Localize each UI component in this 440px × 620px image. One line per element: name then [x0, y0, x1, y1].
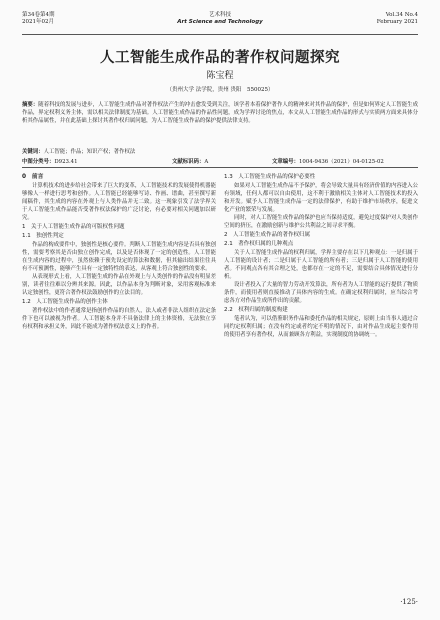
paper-title: 人工智能生成作品的著作权问题探究: [100, 50, 340, 66]
doc-value: A: [204, 159, 209, 165]
author-affiliation: （贵州大学 法学院，贵州 贵阳 550025）: [166, 87, 274, 93]
body-column-left: [22, 172, 216, 331]
page-number: ·125·: [400, 598, 418, 606]
body-paragraph: 从表现形式上看，人工智能生成的作品在外观上与人类创作的作品没有明显差别，读者往往难以分辨其来源。因此，以作品本身为判断对象，采用客观标准来认定独创性，更符合著作权法鼓励创作的立法目的。: [22, 274, 216, 296]
section-heading: 2.2 权利归属的制度构建: [224, 307, 288, 313]
body-paragraph: 计算机技术的进步给社会带来了巨大的变革，人工智能技术的发展使得机器能够像人一样进行思考和创作。人工智能已经能够写诗、作画、谱曲，甚至撰写新闻稿件，其生成的内容在外观上与人类作品并无二致。这一现象引发了法学界关于人工智能生成作品能否受著作权法保护的广泛讨论，有必要对相关问题加以研究。: [22, 183, 216, 221]
body-paragraph: 如果对人工智能生成作品不予保护，将会导致大量具有经济价值的内容进入公有领域，任何人都可以自由使用，这不利于激励相关主体对人工智能技术的投入和开发。赋予人工智能生成作品一定的法律保护，有助于维护市场秩序，促进文化产业的繁荣与发展。: [224, 183, 418, 213]
month-cn: 2021年02月: [22, 19, 54, 25]
doc-label: 文献标识码：: [172, 159, 205, 165]
body-paragraph: 设计者投入了大量的智力劳动开发算法，所有者为人工智能的运行提供了物质条件，而使用者则直接推动了具体内容的生成。在确定权利归属时，应当综合考虑各方对作品生成所作出的贡献。: [224, 282, 418, 304]
header-right: [377, 12, 418, 26]
article-id: [272, 157, 384, 165]
section-heading: 1.3 人工智能生成作品的保护必要性: [224, 174, 316, 180]
keywords-text: 人工智能；作品；知识产权；著作权法: [43, 149, 136, 155]
section-heading: 1 关于人工智能生成作品的可版权性问题: [22, 224, 125, 230]
section-heading: 2.1 著作权归属的几种观点: [224, 241, 294, 247]
id-value: 1004-9436（2021）04-0125-02: [298, 159, 384, 165]
month-en: February 2021: [376, 19, 418, 25]
article-meta: [22, 157, 418, 168]
clc-value: D923.41: [54, 159, 78, 165]
keywords-label: 关键词：: [22, 149, 44, 155]
volume-cn: 第34卷第4期: [22, 12, 55, 18]
section-heading: 0 前言: [22, 174, 44, 180]
clc-label: 中图分类号：: [22, 159, 55, 165]
section-heading: 1.2 人工智能生成作品的创作主体: [22, 299, 108, 305]
journal-name-en: Art Science and Technology: [177, 19, 263, 25]
section-heading: 1.1 独创性判定: [22, 233, 64, 239]
body-column-right: [224, 172, 418, 339]
id-label: 文章编号：: [272, 159, 299, 165]
author-name: 陈宝程: [206, 71, 234, 81]
doc-code: [172, 157, 208, 165]
header-center: [22, 12, 418, 26]
section-heading: 2 人工智能生成作品的著作权归属: [224, 232, 311, 238]
body-paragraph: 同时，对人工智能生成作品的保护也应当保持适度，避免过度保护对人类创作空间的挤压，在激励创新与维护公共利益之间寻求平衡。: [224, 215, 418, 229]
body-paragraph: 笔者认为，可以借鉴职务作品和委托作品的相关规定，原则上由当事人通过合同约定权利归属；在没有约定或者约定不明的情况下，由对作品生成起主要作用的使用者享有著作权，从而兼顾各方利益，实现制度的协调统一。: [224, 316, 418, 338]
body-paragraph: 作品的构成要件中，独创性是核心要件。判断人工智能生成内容是否具有独创性，需要考察其是否由独立创作完成，以及是否体现了一定的创造性。人工智能在生成内容的过程中，虽然依赖于预先设定的算法和数据，但其输出结果往往具有不可预测性，能够产生具有一定独特性的表达，从客观上符合独创性的要求。: [22, 242, 216, 272]
body-paragraph: 著作权法中的作者通常是指创作作品的自然人，法人或者非法人组织在法定条件下也可以被视为作者。人工智能本身并不具备法律上的主体资格，无法独立享有权利和承担义务，因此不能成为著作权法意义上的作者。: [22, 308, 216, 330]
abstract-text: 随着科技的发展与进步，人工智能生成作品对著作权法产生的冲击愈发受到关注，该学者本着保护著作人的精神来对其作品的保护，但是如何界定人工智能生成作品，界定权利义务主体，需以相关法律制度为基础。人工智能生成作品的作品性问题，成为学界讨论的焦点，本文从人工智能生成作品的形式与实质两方面来具体分析其作品属性，并在此基础上探讨其著作权归属问题，为人工智能生成作品的保护提供法律支持。: [22, 102, 418, 124]
abstract: [22, 101, 418, 125]
abstract-label: 摘要：: [22, 102, 39, 108]
journal-name-cn: 艺术科技: [208, 12, 231, 18]
body-paragraph: 关于人工智能生成作品的权利归属，学界主要存在以下几种观点：一是归属于人工智能的设计者；二是归属于人工智能的所有者；三是归属于人工智能的使用者。不同观点各有其合理之处，也都存在一定的不足，需要结合具体情况进行分析。: [224, 250, 418, 280]
running-header: [22, 12, 418, 35]
keywords: [22, 148, 418, 156]
clc-code: [22, 157, 78, 165]
volume-en: Vol.34 No.4: [385, 12, 418, 18]
